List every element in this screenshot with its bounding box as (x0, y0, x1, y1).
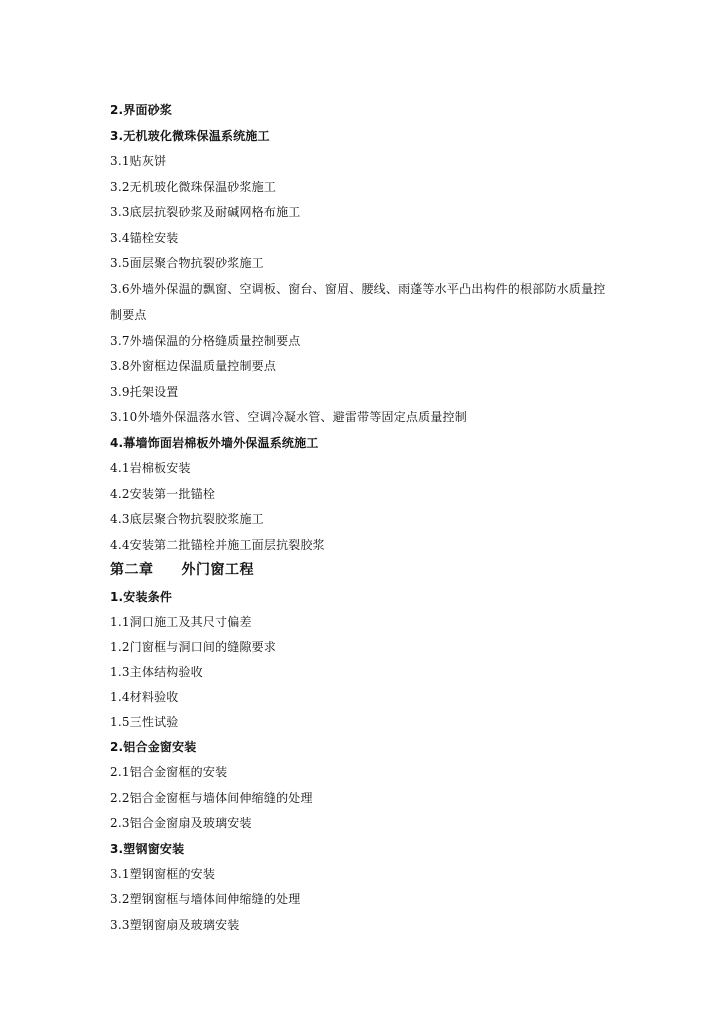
section-heading: 2.铝合金窗安装 (110, 740, 197, 754)
section-heading: 3.塑钢窗安装 (110, 842, 185, 856)
section-heading: 1.安装条件 (110, 590, 173, 604)
subsection-item: 3.9托架设置 (110, 385, 179, 399)
subsection-item: 1.4材料验收 (110, 690, 179, 704)
subsection-item: 1.1洞口施工及其尺寸偏差 (110, 615, 252, 629)
subsection-item: 3.1贴灰饼 (110, 154, 167, 168)
subsection-item: 4.4安装第二批锚栓并施工面层抗裂胶浆 (110, 538, 325, 552)
chapter-title: 外门窗工程 (181, 562, 254, 578)
subsection-item: 3.2塑钢窗框与墙体间伸缩缝的处理 (110, 892, 301, 906)
subsection-item: 4.3底层聚合物抗裂胶浆施工 (110, 512, 264, 526)
subsection-item: 3.3底层抗裂砂浆及耐碱网格布施工 (110, 205, 301, 219)
subsection-item: 3.5面层聚合物抗裂砂浆施工 (110, 256, 264, 270)
section-heading: 4.幕墙饰面岩棉板外墙外保温系统施工 (110, 436, 319, 450)
subsection-item: 3.10外墙外保温落水管、空调冷凝水管、避雷带等固定点质量控制 (110, 410, 467, 424)
subsection-item: 2.1铝合金窗框的安装 (110, 765, 228, 779)
subsection-item: 4.2安装第一批锚栓 (110, 487, 216, 501)
subsection-item: 2.3铝合金窗扇及玻璃安装 (110, 816, 252, 830)
chapter-number: 第二章 (110, 562, 154, 578)
subsection-item: 3.1塑钢窗框的安装 (110, 867, 216, 881)
subsection-item: 3.4锚栓安装 (110, 231, 179, 245)
subsection-item: 1.3主体结构验收 (110, 665, 203, 679)
subsection-item: 3.8外窗框边保温质量控制要点 (110, 359, 277, 373)
subsection-item: 3.2无机玻化微珠保温砂浆施工 (110, 180, 277, 194)
subsection-item: 3.6外墙外保温的飘窗、空调板、窗台、窗眉、腰线、雨蓬等水平凸出构件的根部防水质量控 (110, 282, 606, 296)
subsection-item: 1.2门窗框与洞口间的缝隙要求 (110, 640, 277, 654)
chapter-heading (110, 560, 624, 580)
subsection-item: 3.3塑钢窗扇及玻璃安装 (110, 918, 240, 932)
subsection-item: 4.1岩棉板安装 (110, 461, 191, 475)
subsection-item: 3.7外墙保温的分格缝质量控制要点 (110, 334, 301, 348)
section-heading: 3.无机玻化微珠保温系统施工 (110, 129, 270, 143)
section-heading: 2.界面砂浆 (110, 103, 173, 117)
subsection-item: 2.2铝合金窗框与墙体间伸缩缝的处理 (110, 791, 313, 805)
subsection-item: 1.5三性试验 (110, 715, 179, 729)
subsection-item-continued: 制要点 (110, 308, 147, 322)
